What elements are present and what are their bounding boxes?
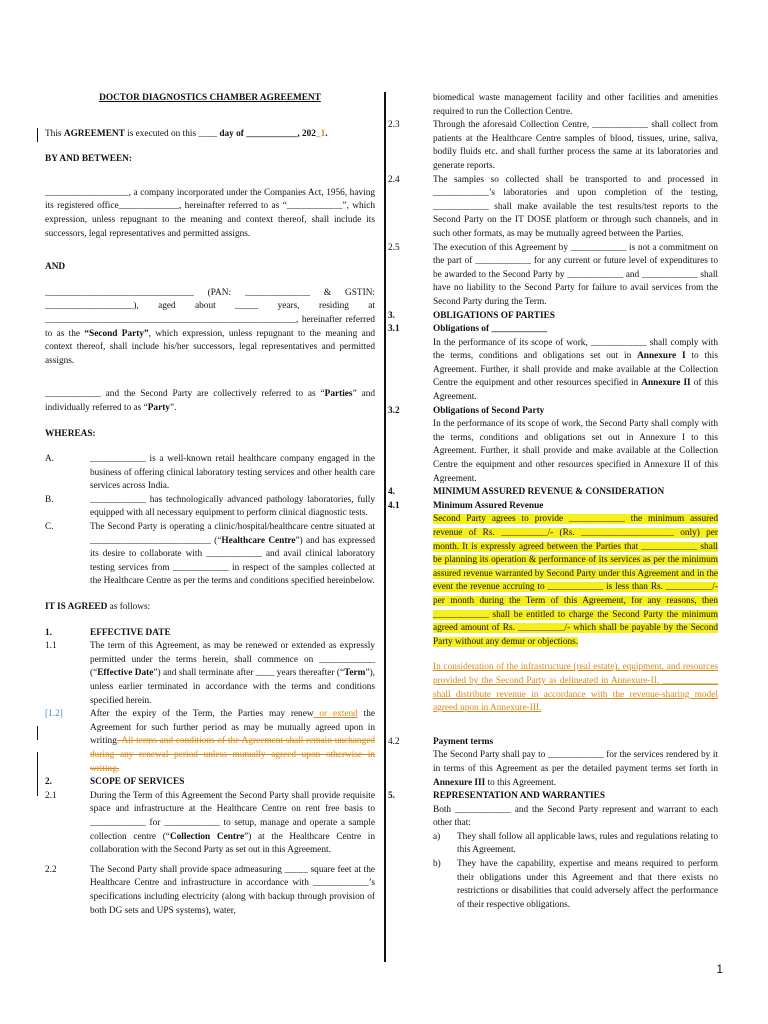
clause-3-2: In the performance of its scope of work, the Second Party shall comply with the terms, conditions and obligations set out in Annexure I to this Agreement. Further, it shall provide and make available at the Collection Centre the equipment and other resources specified in Annexure II of this Agreement.	[433, 419, 718, 484]
clause-1-1: 1.1 The term of this Agreement, as may be renewed or extended as expressly permitted under the terms herein, shall commence on ____________ (“Effective Date”) and shall terminate after ____ years thereafter (“Term”), unless earlier terminated in accordance with the terms and conditions specified herein.	[45, 641, 375, 706]
clause-2-5: 2.5 The execution of this Agreement by ____________ is not a commitment on the part of ____________ for any current or future level of expenditures to be awarded to the Second Party by ____________ and ____________ shall have no liability to the Second Party for failure to avail services from the Second Party during the Term.	[388, 242, 718, 307]
clause-4-1: Second Party agrees to provide ____________ the minimum assured revenue of Rs. __________/- (Rs. ____________________ only) per month. It is expressly agreed between the Parties that ____________ shall be planning its operation & performance of its services as per the minimum assured revenue warranted by Second Party under this Agreement and in the event the revenue accruing to ____________ is less than Rs. __________/- per month during the Term of this Agreement, for any reasons, then ____________ shall be entitled to charge the Second Party the minimum agreed amount of Rs. __________/- which shall be payable by the Second Party without any demur or objections.	[433, 514, 718, 647]
clause-4-2-heading: 4.2 Payment terms	[388, 736, 494, 747]
recital-b: B. ____________ has technologically advanced pathology laboratories, fully equipped with all necessary equipment to perform clinical diagnostic tests.	[45, 494, 375, 519]
page-number: 1	[716, 962, 723, 976]
collective-definition: ____________ and the Second Party are collectively referred to as “Parties” and individually referred to as “Party”.	[45, 389, 376, 413]
change-bar	[37, 752, 38, 796]
warranty-item: b) They have the capability, expertise and means required to perform their obligations under this Agreement and that there exists no restrictions or disabilities that could adversely affect the performance of their respective obligations.	[433, 859, 718, 910]
document-title: DOCTOR DIAGNOSTICS CHAMBER AGREEMENT	[99, 93, 321, 103]
clause-1-2: [1.2] After the expiry of the Term, the Parties may renew or extend the Agreement for such further period as may be mutually agreed upon in writing. All terms and conditions of the Agreement shall remain unchanged during any renewal period unless mutually agreed upon otherwise in writing.	[45, 709, 375, 774]
intro-paragraph: This AGREEMENT is executed on this ____ day of ___________, 202_1.	[45, 128, 328, 139]
party-two-paragraph: ________________________________ (PAN: ______________ & GSTIN: ___________________), aged about _____ years, residing at ______________________________________________________, hereinafter referred to as the “Second Party”, which expression, unless repugnant to the meaning and context thereof, shall include his/her successors, legal representatives and permitted assigns.	[45, 287, 376, 366]
section-4-heading: 4. MINIMUM ASSURED REVENUE & CONSIDERATION	[388, 487, 665, 498]
whereas-heading: WHEREAS:	[45, 428, 96, 439]
change-bar	[37, 128, 38, 142]
right-column	[388, 92, 718, 912]
between-heading: BY AND BETWEEN:	[45, 154, 132, 165]
section-2-heading: 2. SCOPE OF SERVICES	[45, 777, 185, 788]
party-one-paragraph: __________________, a company incorporated under the Companies Act, 1956, having its registered office_____________, hereinafter referred to as “____________”, which expression, unless repugnant to the meaning and context thereof, shall include its successors, legal representatives and permitted assigns.	[45, 187, 375, 239]
clause-2-1: 2.1 During the Term of this Agreement the Second Party shall provide requisite space and infrastructure at the Healthcare Centre on rent free basis to ____________ for ____________ to setup, manage and operate a sample collection centre (“Collection Centre”) at the Healthcare Centre in collaboration with the Second Party as set out in this Agreement.	[45, 790, 376, 856]
left-column	[45, 92, 375, 918]
clause-4-1-heading: 4.1 Minimum Assured Revenue	[388, 500, 544, 511]
section-5-heading: 5. REPRESENTATION AND WARRANTIES	[388, 791, 606, 802]
clause-2-4: 2.4 The samples so collected shall be transported to and processed in ____________’s laboratories and upon completion of the testing, ____________ shall make available the test results/test reports to the Second Party on the IT DOSE platform or through such channels, and in such other formats, as may be mutually agreed between the Parties.	[388, 174, 718, 239]
clause-4-1-inserted: In consideration of the infrastructure (real estate), equipment, and resources provided by the Second Party as delineated in Annexure-II, ____________ shall distribute revenue in accordance with the revenue-sharing model agreed upon in Annexure-III.	[433, 662, 718, 714]
recital-c: C. The Second Party is operating a clinic/hospital/healthcare centre situated at __________________________ (“Healthcare Centre”) and has expressed its desire to collaborate with ____________ and avail clinical laboratory testing services from ____________ in respect of the samples collected at the Healthcare Centre as per the terms and conditions specified hereinbelow.	[45, 522, 375, 587]
and-heading: AND	[45, 262, 66, 273]
change-bar	[37, 726, 38, 740]
clause-3-2-heading: 3.2 Obligations of Second Party	[388, 405, 545, 416]
clause-3-1: In the performance of its scope of work, ____________ shall comply with the terms, conditions and obligations set out in Annexure I to this Agreement. Further, it shall provide and make available at the Collection Centre the equipment and other resources specified in Annexure II of this Agreement.	[433, 337, 718, 403]
clause-2-2-continued: biomedical waste management facility and other facilities and amenities required to run the Collection Centre.	[433, 93, 718, 117]
clause-3-1-heading: 3.1 Obligations of ____________	[388, 324, 548, 335]
clause-2-2: 2.2 The Second Party shall provide space admeasuring _____ square feet at the Healthcare Centre and infrastructure in accordance with ____________’s specifications including electricity (along with backup through provision of both DG sets and UPS systems), water,	[45, 864, 375, 916]
agreed-heading: IT IS AGREED as follows:	[45, 602, 151, 613]
section-1-heading: 1. EFFECTIVE DATE	[45, 627, 171, 638]
warranty-item: a) They shall follow all applicable laws, rules and regulations relating to this Agreement.	[433, 831, 718, 856]
section-5-intro: Both ____________ and the Second Party represent and warrant to each other that:	[433, 804, 718, 829]
column-divider	[384, 92, 386, 962]
clause-4-2: The Second Party shall pay to ____________ for the services rendered by it in terms of this Agreement as per the detailed payment terms set forth in Annexure III to this Agreement.	[433, 750, 718, 788]
section-3-heading: 3. OBLIGATIONS OF PARTIES	[388, 310, 555, 321]
clause-2-3: 2.3 Through the aforesaid Collection Centre, ____________ shall collect from patients at the Healthcare Centre samples of blood, tissues, urine, saliva, bodily fluids etc. and shall further process the same at its laboratories and generate reports.	[388, 120, 718, 171]
recital-a: A. ____________ is a well-known retail healthcare company engaged in the business of offering clinical laboratory testing services and other health care services across India.	[45, 454, 375, 492]
